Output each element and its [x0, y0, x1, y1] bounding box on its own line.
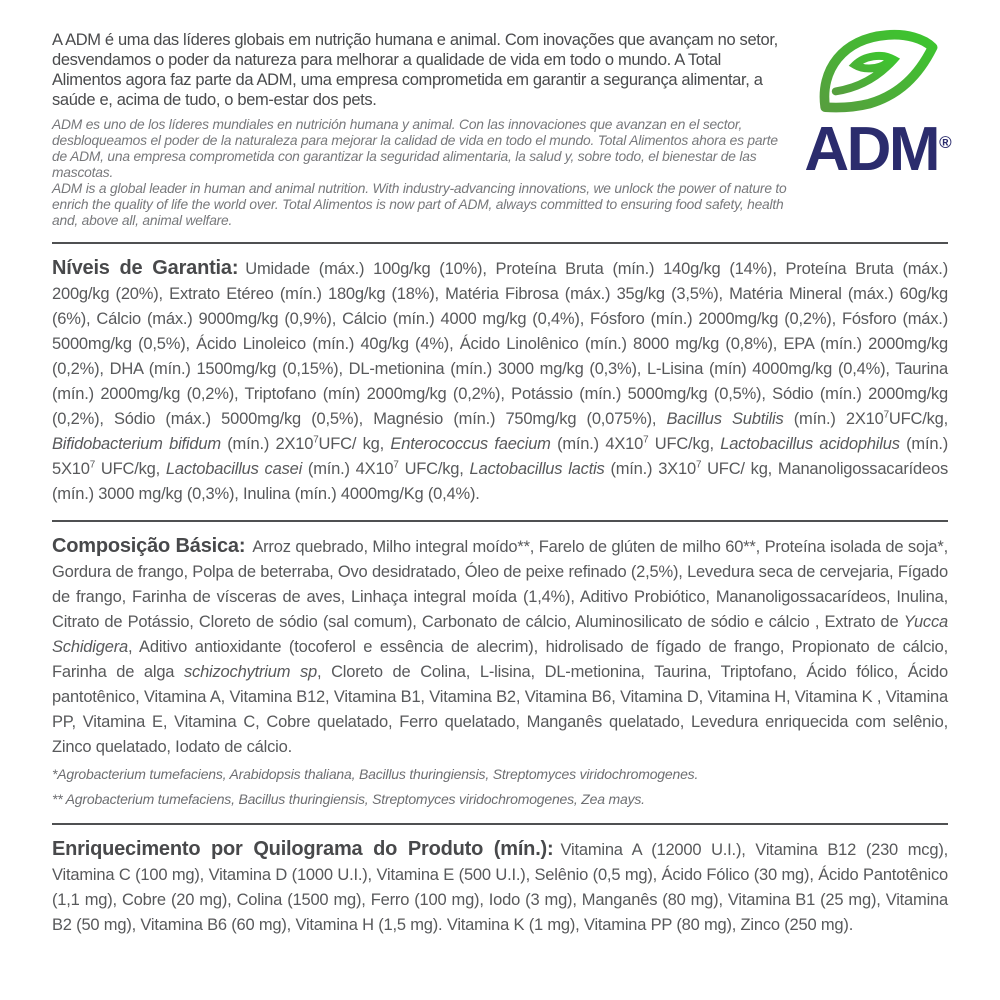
section-composicao: [52, 534, 948, 760]
composicao-body: Arroz quebrado, Milho integral moído**, Farelo de glúten de milho 60**, Proteína isolada de soja*, Gordura de frango, Polpa de beterraba, Ovo desidratado, Óleo de peixe refinado (2,5%), Levedura seca de cervejaria, Fígado de frango, Farinha de vísceras de aves, Linhaça integral moída (1,4%), Aditivo Probiótico, Mananoligossacarídeos, Inulina, Citrato de Potássio, Cloreto de sódio (sal comum), Carbonato de cálcio, Aluminosilicato de sódio e cálcio , Extrato de Yucca Schidigera, Aditivo antioxidante (tocoferol e essência de alecrim), hidrolisado de fígado de frango, Propionato de cálcio, Farinha de alga schizochytrium sp, Cloreto de Colina, L-lisina, DL-metionina, Taurina, Triptofano, Ácido fólico, Ácido pantotênico, Vitamina A, Vitamina B12, Vitamina B1, Vitamina B2, Vitamina B6, Vitamina D, Vitamina H, Vitamina K , Vitamina PP, Vitamina E, Vitamina C, Cobre quelatado, Ferro quelatado, Manganês quelatado, Levedura enriquecida com selênio, Zinco quelatado, Iodato de cálcio.: [52, 538, 948, 756]
composicao-footnote-2: ** Agrobacterium tumefaciens, Bacillus thuringiensis, Streptomyces viridochromogenes, Zea mays.: [52, 791, 645, 807]
leaf-icon: [816, 28, 940, 116]
garantia-heading: Níveis de Garantia:: [52, 257, 239, 279]
composicao-heading: Composição Básica:: [52, 535, 246, 557]
divider: [52, 520, 948, 522]
garantia-body: Umidade (máx.) 100g/kg (10%), Proteína Bruta (mín.) 140g/kg (14%), Proteína Bruta (máx.) 200g/kg (20%), Extrato Etéreo (mín.) 180g/kg (18%), Matéria Fibrosa (máx.) 35g/kg (3,5%), Matéria Mineral (máx.) 60g/kg (6%), Cálcio (máx.) 9000mg/kg (0,9%), Cálcio (mín.) 4000 mg/kg (0,4%), Fósforo (mín.) 2000mg/kg (0,2%), Fósforo (máx.) 5000mg/kg (0,5%), Ácido Linoleico (mín.) 40g/kg (4%), Ácido Linolênico (mín.) 8000 mg/kg (0,8%), EPA (mín.) 2000mg/kg (0,2%), DHA (mín.) 1500mg/kg (0,15%), DL-metionina (mín.) 3000 mg/kg (0,3%), L-Lisina (mín) 4000mg/kg (0,4%), Taurina (mín.) 2000mg/kg (0,2%), Triptofano (mín) 2000mg/kg (0,2%), Potássio (mín.) 5000mg/kg (0,5%), Sódio (mín.) 2000mg/kg (0,2%), Sódio (máx.) 5000mg/kg (0,5%), Magnésio (mín.) 750mg/kg (0,075%), Bacillus Subtilis (mín.) $2X10^7UFC/kg$, Bifidobacterium bifidum (mín.) $2X10^7UFC/$ kg, Enterococcus faecium (mín.) $4X10^7$ UFC/kg, Lactobacillus acidophilus (mín.) $5X10^7$ UFC/kg, Lactobacillus casei (mín.) $4X10^7$ UFC/kg, Lactobacillus lactis (mín.) $3X10^7$ UFC/ kg, Mananoligossacarídeos (mín.) 3000 mg/kg (0,3%), Inulina (mín.) 4000mg/Kg (0,4%).: [52, 260, 949, 503]
intro-paragraph-en: ADM is a global leader in human and animal nutrition. With industry-advancing innovations, we unlock the power of nature to enrich the quality of life the world over. Total Alimentos is now part of ADM, always committed to ensuring food safety, health and, above all, animal welfare.: [52, 181, 787, 228]
composicao-footnote-1: *Agrobacterium tumefaciens, Arabidopsis thaliana, Bacillus thuringiensis, Streptomyces viridochromogenes.: [52, 766, 699, 782]
brand-wordmark: [804, 115, 952, 184]
section-enriquecimento: [52, 837, 948, 938]
divider: [52, 242, 948, 244]
enriquecimento-body: Vitamina A (12000 U.I.), Vitamina B12 (230 mcg), Vitamina C (100 mg), Vitamina D (1000 U.I.), Vitamina E (500 U.I.), Selênio (0,5 mg), Ácido Fólico (30 mg), Ácido Pantotênico (1,1 mg), Cobre (20 mg), Colina (1500 mg), Ferro (100 mg), Iodo (3 mg), Manganês (80 mg), Vitamina B1 (25 mg), Vitamina B2 (50 mg), Vitamina B6 (60 mg), Vitamina H (1,5 mg). Vitamina K (1 mg), Vitamina PP (80 mg), Zinco (250 mg).: [52, 841, 948, 934]
divider: [52, 823, 948, 825]
intro-paragraph-pt: A ADM é uma das líderes globais em nutrição humana e animal. Com inovações que avançam no setor, desvendamos o poder da natureza para melhorar a qualidade de vida em todo o mundo. A Total Alimentos agora faz parte da ADM, uma empresa comprometida em garantir a segurança alimentar, a saúde e, acima de tudo, o bem-estar dos pets.: [52, 31, 778, 109]
enriquecimento-heading: Enriquecimento por Quilograma do Produto (mín.):: [52, 838, 554, 860]
brand-text: ADM: [804, 115, 939, 184]
intro-paragraph-es: ADM es uno de los líderes mundiales en nutrición humana y animal. Con las innovaciones que avanzan en el sector, desbloqueamos el poder de la naturaleza para mejorar la calidad de vida en todo el mundo. Total Alimentos ahora es parte de ADM, una empresa comprometida con garantizar la seguridad alimentaria, la salud y, sobre todo, el bienestar de las mascotas.: [52, 117, 778, 180]
section-garantia: [52, 256, 948, 507]
adm-logo: [790, 28, 966, 184]
registered-mark: ®: [939, 133, 952, 153]
